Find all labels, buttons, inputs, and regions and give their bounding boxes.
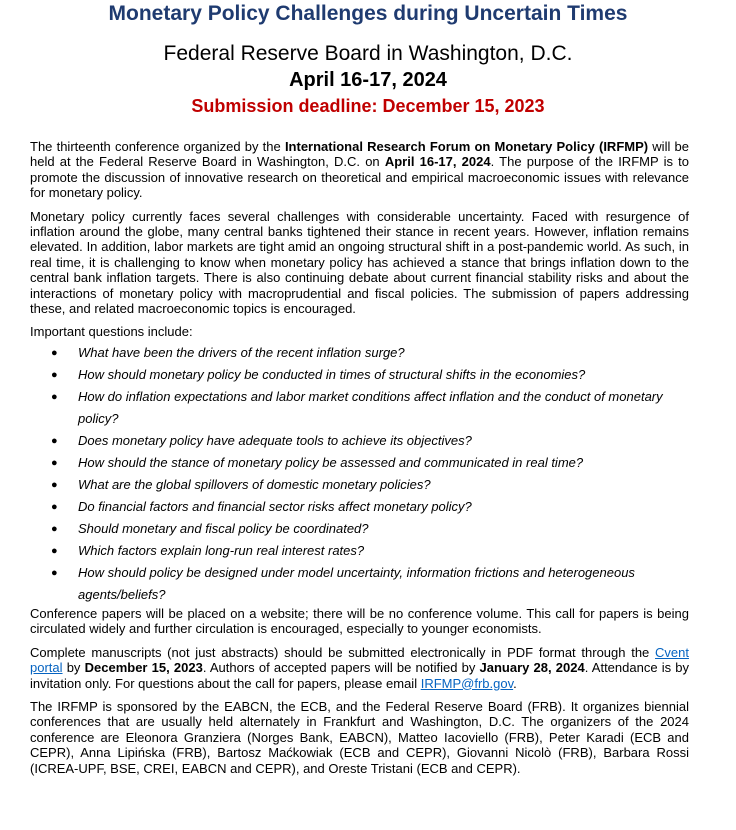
list-item [30, 562, 689, 606]
intro-text-1: The thirteenth conference organized by the [30, 139, 285, 154]
intro-text-3: . The purpose of the IRFMP is to promote the discussion of innovative research on theoretical and empirical macroeconomic issues with relevance for monetary policy. [30, 154, 689, 201]
submission-deadline: Submission deadline: December 15, 2023 [191, 96, 545, 116]
submission-deadline-date: December 15, 2023 [84, 660, 203, 676]
question-text: How should the stance of monetary policy be assessed and communicated in real time? [78, 454, 584, 470]
bullet-icon: ● [51, 478, 58, 491]
contact-email-link[interactable]: IRFMP@frb.gov [420, 675, 514, 691]
list-item [30, 342, 689, 364]
bullet-icon: ● [51, 566, 58, 579]
intro-text-2: will be held at the Federal Reserve Board in Washington, D.C. on [30, 139, 689, 170]
bullet-icon: ● [51, 390, 58, 403]
context-paragraph: Monetary policy currently faces several challenges with considerable uncertainty. Faced with resurgence of inflation around the globe, many central banks tightened their stance in recent years. However, inflation remains elevated. In addition, labor markets are tight amid an ongoing structural shift in a post-pandemic world. As such, in real time, it is challenging to know when monetary policy has achieved a stance that brings inflation down to the central bank inflation targets. There is also continuing debate about current financial stability risks and about the interactions of monetary policy with macroprudential and fiscal policies. The submission of papers addressing these, and related macroeconomic topics is encouraged. [30, 208, 689, 317]
intro-dates: April 16-17, 2024 [384, 154, 491, 170]
conference-venue: Federal Reserve Board in Washington, D.C. [163, 42, 573, 65]
question-text: How do inflation expectations and labor market conditions affect inflation and the conduct of monetary policy? [78, 388, 663, 426]
questions-intro: Important questions include: [30, 324, 193, 340]
document-body [30, 139, 689, 784]
organization-name: International Research Forum on Monetary Policy (IRFMP) [284, 139, 649, 154]
cvent-portal-link[interactable]: Cvent portal [30, 644, 689, 676]
submission-text-5: . [513, 675, 517, 691]
question-text: Should monetary and fiscal policy be coordinated? [78, 520, 369, 536]
question-text: Does monetary policy have adequate tools to achieve its objectives? [78, 432, 472, 448]
list-item [30, 364, 689, 386]
list-item [30, 430, 689, 452]
list-item [30, 452, 689, 474]
list-item [30, 540, 689, 562]
bullet-icon: ● [51, 434, 58, 447]
bullet-icon: ● [51, 522, 58, 535]
questions-list [30, 342, 689, 606]
submission-text-4: . Attendance is by invitation only. For questions about the call for papers, please email [30, 660, 690, 691]
conference-dates: April 16-17, 2024 [289, 69, 447, 91]
submission-text-2: by [62, 660, 85, 676]
question-text: Which factors explain long-run real interest rates? [78, 542, 365, 558]
bullet-icon: ● [51, 368, 58, 381]
submission-text-1: Complete manuscripts (not just abstracts) should be submitted electronically in PDF format through the [30, 644, 656, 660]
question-text: What are the global spillovers of domestic monetary policies? [78, 476, 431, 492]
list-item [30, 518, 689, 540]
sponsors-paragraph: The IRFMP is sponsored by the EABCN, the ECB, and the Federal Reserve Board (FRB). It organizes biennial conferences that are usually held alternately in Frankfurt and Washington, D.C. The organizers of the 2024 conference are Eleonora Granziera (Norges Bank, EABCN), Matteo Iacoviello (FRB), Peter Karadi (ECB and CEPR), Anna Lipińska (FRB), Bartosz Maćkowiak (ECB and CEPR), Giovanni Nicolò (FRB), Barbara Rossi (ICREA-UPF, BSE, CREI, EABCN and CEPR), and Oreste Tristani (ECB and CEPR). [30, 698, 689, 776]
question-text: Do financial factors and financial sector risks affect monetary policy? [78, 498, 472, 514]
list-item [30, 496, 689, 518]
bullet-icon: ● [51, 346, 58, 359]
question-text: How should monetary policy be conducted in times of structural shifts in the economies? [78, 366, 586, 382]
submission-paragraph [30, 645, 689, 691]
submission-text-3: . Authors of accepted papers will be notified by [202, 660, 480, 676]
question-text: What have been the drivers of the recent inflation surge? [78, 344, 405, 360]
bullet-icon: ● [51, 500, 58, 513]
list-item [30, 474, 689, 496]
website-paragraph: Conference papers will be placed on a website; there will be no conference volume. This call for papers is being circulated widely and further circulation is encouraged, especially to younger economists. [30, 605, 689, 637]
question-text: How should policy be designed under model uncertainty, information frictions and heterogeneous agents/beliefs? [78, 564, 635, 602]
bullet-icon: ● [51, 456, 58, 469]
intro-paragraph [30, 139, 689, 201]
notification-date: January 28, 2024 [479, 660, 585, 676]
conference-title: Monetary Policy Challenges during Uncertain Times [108, 2, 628, 25]
list-item [30, 386, 689, 430]
bullet-icon: ● [51, 544, 58, 557]
